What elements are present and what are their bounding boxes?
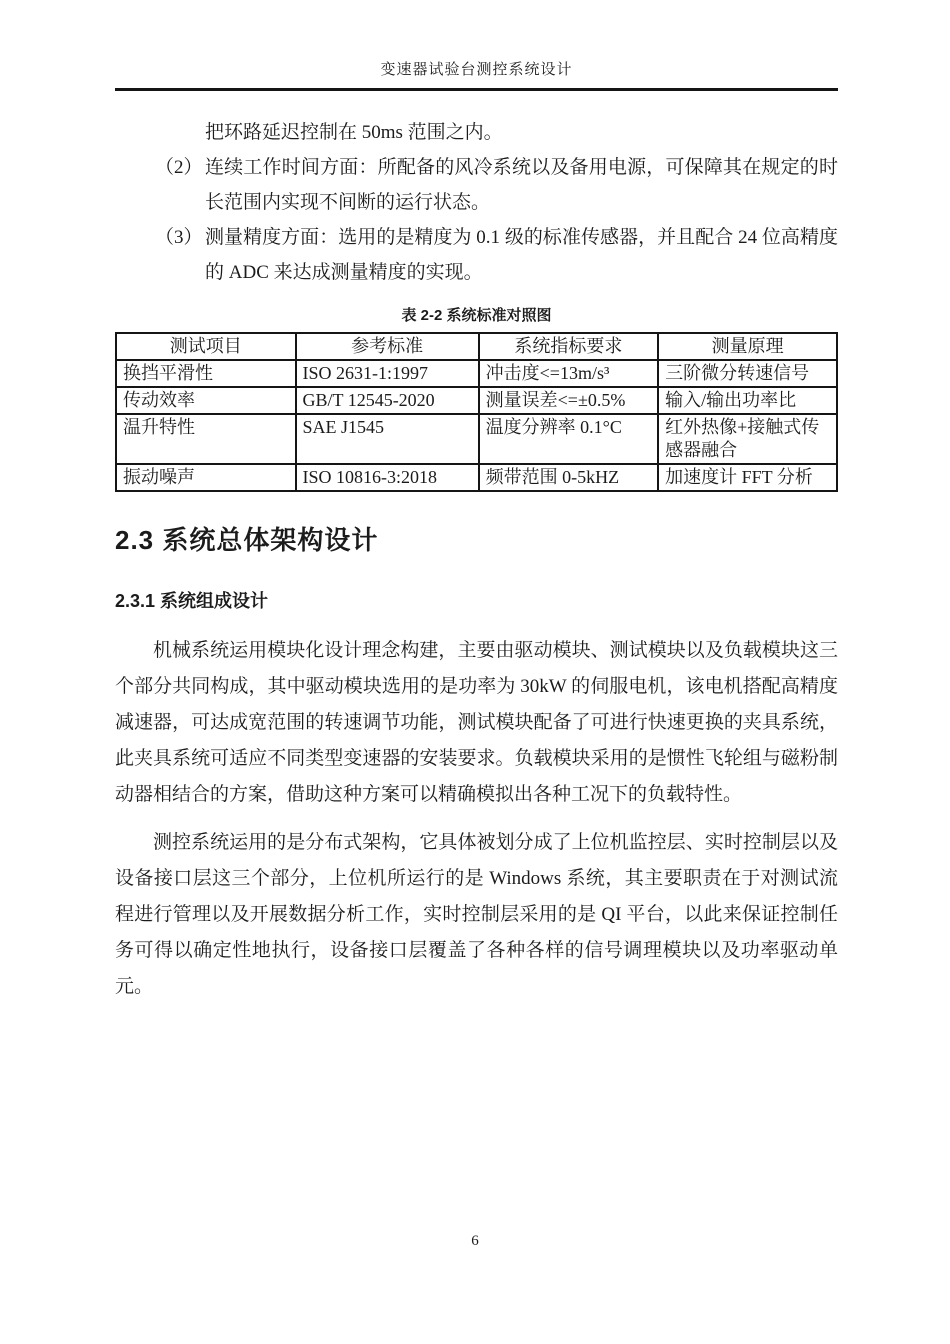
page-number: 6	[471, 1233, 479, 1249]
table-cell: ISO 2631-1:1997	[296, 360, 479, 387]
table-cell: 三阶微分转速信号	[658, 360, 837, 387]
table-cell: 传动效率	[116, 387, 296, 414]
list-item-continuation	[115, 115, 838, 150]
table-header-cell: 测试项目	[116, 333, 296, 360]
table-cell: 测量误差<=±0.5%	[479, 387, 659, 414]
body-paragraph: 测控系统运用的是分布式架构，它具体被划分成了上位机监控层、实时控制层以及设备接口层这三个部分，上位机所运行的是 Windows 系统，其主要职责在于对测试流程进行管理以及开展数据分析工作，实时控制层采用的是 QI 平台，以此来保证控制任务可得以确定性地执行，设备接口层覆盖了各种各样的信号调理模块以及功率驱动单元。	[115, 832, 838, 997]
table-header-cell: 参考标准	[296, 333, 479, 360]
table-cell: 温度分辨率 0.1°C	[479, 414, 659, 464]
table-header-cell: 系统指标要求	[479, 333, 659, 360]
list-item-2	[115, 150, 838, 220]
table-cell: SAE J1545	[296, 414, 479, 464]
table-cell: 输入/输出功率比	[658, 387, 837, 414]
table-cell: 冲击度<=13m/s³	[479, 360, 659, 387]
standards-table	[115, 332, 838, 492]
section-heading: 2.3 系统总体架构设计	[115, 525, 379, 555]
list-item-3	[115, 220, 838, 290]
intro-list	[115, 115, 838, 290]
list-item-marker: （3）	[155, 227, 203, 248]
table-cell: 振动噪声	[116, 464, 296, 491]
table-cell: ISO 10816-3:2018	[296, 464, 479, 491]
table-cell: GB/T 12545-2020	[296, 387, 479, 414]
table-cell: 加速度计 FFT 分析	[658, 464, 837, 491]
running-header-title: 变速器试验台测控系统设计	[380, 62, 573, 78]
list-item-text: 把环路延迟控制在 50ms 范围之内。	[205, 122, 503, 143]
body-paragraph: 机械系统运用模块化设计理念构建，主要由驱动模块、测试模块以及负载模块这三个部分共同构成，其中驱动模块选用的是功率为 30kW 的伺服电机，该电机搭配高精度减速器，可达成宽范围的转速调节功能，测试模块配备了可进行快速更换的夹具系统，此夹具系统可适应不同类型变速器的安装要求。负载模块采用的是惯性飞轮组与磁粉制动器相结合的方案，借助这种方案可以精确模拟出各种工况下的负载特性。	[115, 640, 838, 805]
table-caption: 表 2-2 系统标准对照图	[401, 307, 552, 324]
table-row	[116, 387, 837, 414]
running-header	[115, 58, 838, 91]
table-cell: 频带范围 0-5kHZ	[479, 464, 659, 491]
table-cell: 温升特性	[116, 414, 296, 464]
list-item-text: 测量精度方面：选用的是精度为 0.1 级的标准传感器，并且配合 24 位高精度的 ADC 来达成测量精度的实现。	[205, 227, 838, 283]
table-cell: 换挡平滑性	[116, 360, 296, 387]
table-row	[116, 414, 837, 464]
list-item-text: 连续工作时间方面：所配备的风冷系统以及备用电源，可保障其在规定的时长范围内实现不间断的运行状态。	[205, 157, 838, 213]
list-item-marker: （2）	[155, 157, 203, 178]
table-row	[116, 464, 837, 491]
table-header-row	[116, 333, 837, 360]
table-row	[116, 360, 837, 387]
table-header-cell: 测量原理	[658, 333, 837, 360]
subsection-heading: 2.3.1 系统组成设计	[115, 591, 269, 611]
table-cell: 红外热像+接触式传感器融合	[658, 414, 837, 464]
